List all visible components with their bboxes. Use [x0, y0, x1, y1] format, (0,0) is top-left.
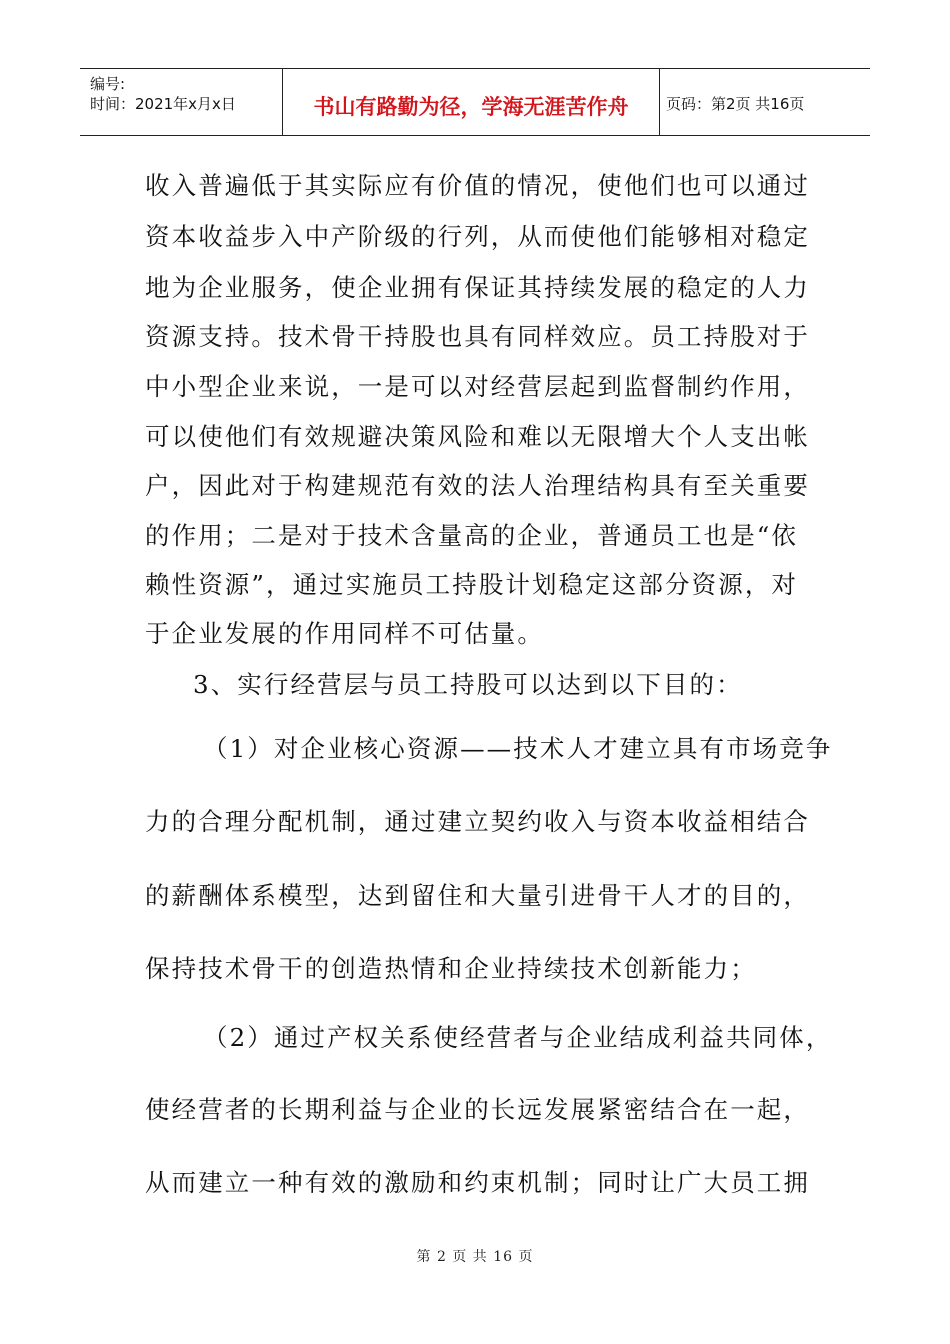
body-line: 可以使他们有效规避决策风险和难以无限增大个人支出帐 [145, 422, 810, 451]
body-line: 于企业发展的作用同样不可估量。 [145, 619, 544, 648]
header-meta-cell [80, 69, 283, 135]
body-line: 资本收益步入中产阶级的行列，从而使他们能够相对稳定 [145, 222, 810, 251]
header-motto: 书山有路勤为径，学海无涯苦作舟 [313, 95, 629, 119]
document-date-label: 时间：2021年x月x日 [90, 95, 236, 113]
header-page-cell [660, 69, 870, 135]
body-line: 力的合理分配机制，通过建立契约收入与资本收益相结合 [145, 807, 810, 836]
body-line: 中小型企业来说，一是可以对经营层起到监督制约作用， [145, 372, 810, 401]
list-item-1-line: （1）对企业核心资源——技术人才建立具有市场竞争 [203, 734, 833, 763]
body-line: 户，因此对于构建规范有效的法人治理结构具有至关重要 [145, 471, 810, 500]
document-number-label: 编号: [90, 75, 126, 93]
body-line: 保持技术骨干的创造热情和企业持续技术创新能力； [145, 954, 757, 983]
section-heading: 3、实行经营层与员工持股可以达到以下目的： [193, 670, 743, 699]
body-line: 收入普遍低于其实际应有价值的情况，使他们也可以通过 [145, 171, 810, 200]
body-line: 地为企业服务，使企业拥有保证其持续发展的稳定的人力 [145, 273, 810, 302]
list-item-2-line: （2）通过产权关系使经营者与企业结成利益共同体， [203, 1023, 833, 1052]
body-line: 的薪酬体系模型，达到留住和大量引进骨干人才的目的， [145, 881, 810, 910]
header-motto-cell [283, 69, 660, 135]
document-header [80, 68, 870, 136]
body-line: 赖性资源”，通过实施员工持股计划稳定这部分资源，对 [145, 570, 799, 599]
body-line: 的作用；二是对于技术含量高的企业，普通员工也是“依 [145, 521, 799, 550]
page-footer: 第 2 页 共 16 页 [416, 1249, 534, 1265]
header-page-info: 页码：第2页 共16页 [666, 95, 805, 113]
body-line: 资源支持。技术骨干持股也具有同样效应。员工持股对于 [145, 322, 810, 351]
body-line: 使经营者的长期利益与企业的长远发展紧密结合在一起， [145, 1095, 810, 1124]
body-line: 从而建立一种有效的激励和约束机制；同时让广大员工拥 [145, 1168, 810, 1197]
